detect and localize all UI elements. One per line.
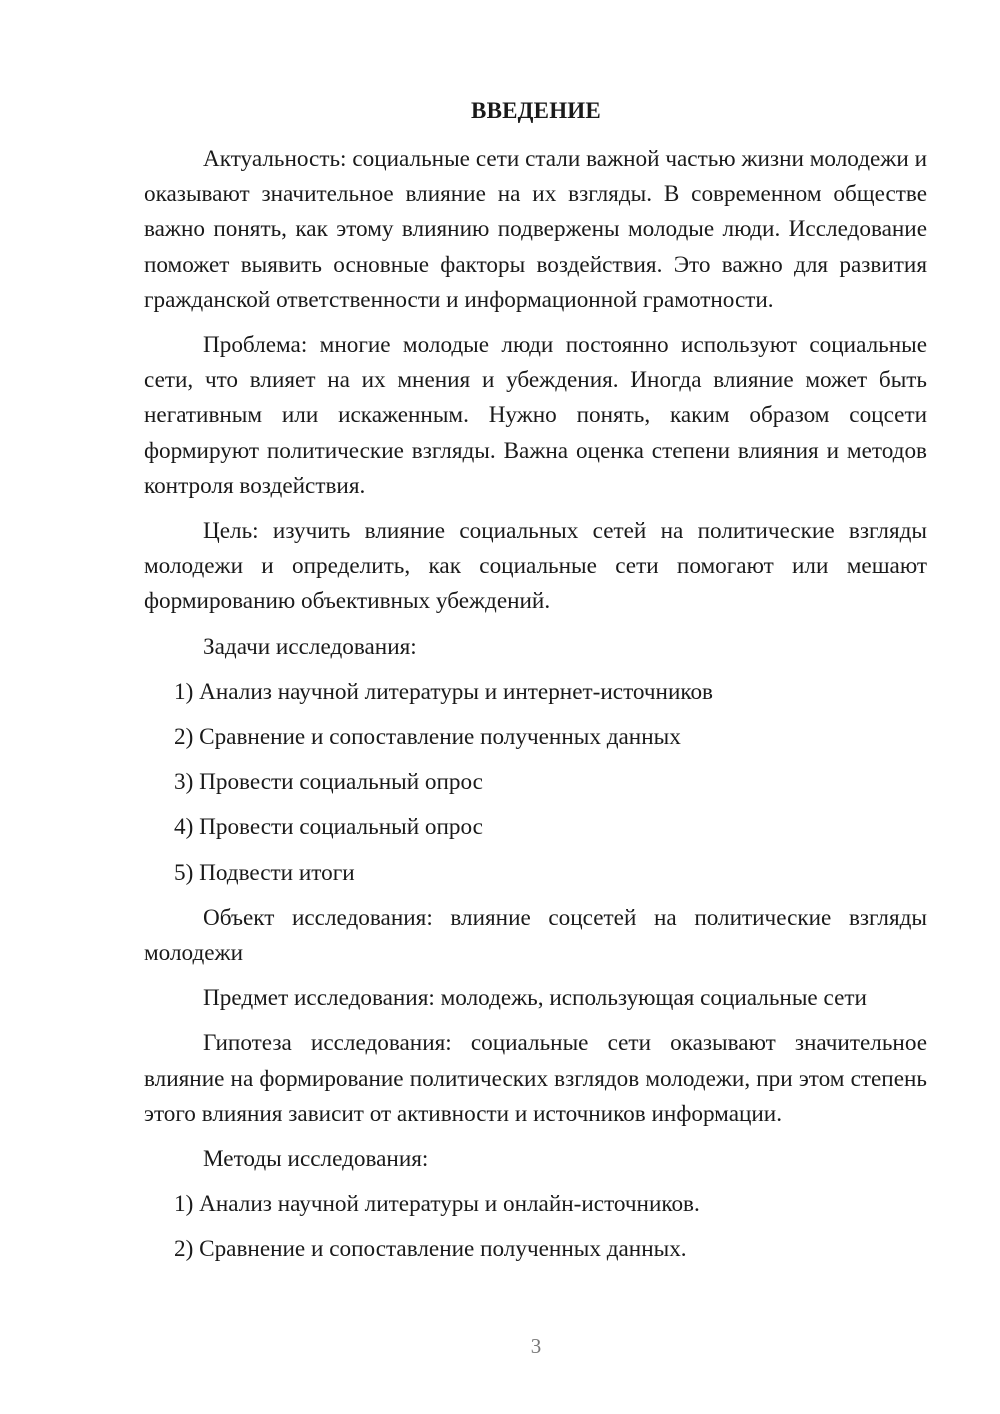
object-paragraph: Объект исследования: влияние соцсетей на политические взгляды молодежи (144, 904, 927, 967)
method-item: 1) Анализ научной литературы и онлайн-источников. (174, 1191, 700, 1218)
problem-paragraph: Проблема: многие молодые люди постоянно используют социальные сети, что влияет на их мнения и убеждения. Иногда влияние может быть негативным или искаженным. Нужно понять, каким образом соцсети формируют политические взгляды. Важна оценка степени влияния и методов контроля воздействия. (144, 332, 927, 499)
goal-paragraph: Цель: изучить влияние социальных сетей на политические взгляды молодежи и определить, как социальные сети помогают или мешают формированию объективных убеждений. (144, 518, 927, 615)
task-item: 2) Сравнение и сопоставление полученных данных (174, 724, 681, 751)
page-number: 3 (530, 1334, 542, 1358)
task-item: 4) Провести социальный опрос (174, 814, 483, 841)
document-body (144, 142, 927, 1278)
tasks-heading: Задачи исследования: (203, 633, 417, 660)
method-item: 2) Сравнение и сопоставление полученных данных. (174, 1236, 687, 1263)
methods-heading: Методы исследования: (203, 1146, 429, 1173)
task-item: 5) Подвести итоги (174, 859, 355, 886)
page-title: ВВЕДЕНИЕ (471, 98, 601, 123)
relevance-paragraph: Актуальность: социальные сети стали важной частью жизни молодежи и оказывают значительное влияние на их взгляды. В современном обществе важно понять, как этому влиянию подвержены молодые люди. Исследование поможет выявить основные факторы воздействия. Это важно для развития гражданской ответственности и информационной грамотности. (144, 146, 927, 313)
subject-paragraph: Предмет исследования: молодежь, использующая социальные сети (203, 985, 867, 1012)
hypothesis-paragraph: Гипотеза исследования: социальные сети оказывают значительное влияние на формирование политических взглядов молодежи, при этом степень этого влияния зависит от активности и источников информации. (144, 1030, 927, 1127)
task-item: 3) Провести социальный опрос (174, 769, 483, 796)
task-item: 1) Анализ научной литературы и интернет-источников (174, 678, 713, 705)
